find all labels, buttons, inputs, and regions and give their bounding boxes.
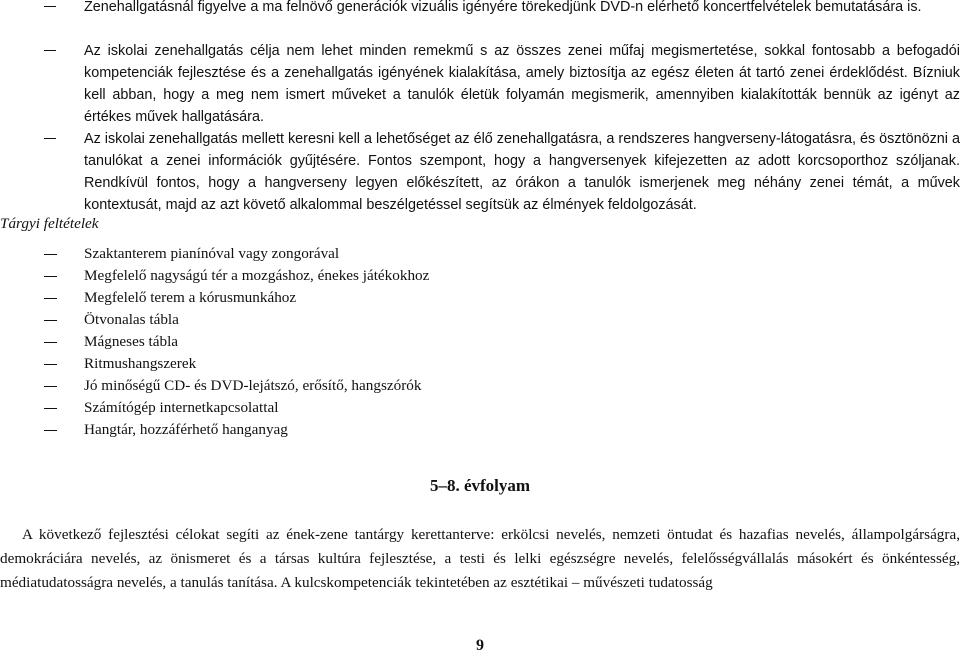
list-item [44, 331, 644, 353]
list-item [44, 397, 644, 419]
list-item-text: Megfelelő nagyságú tér a mozgáshoz, énekes játékokhoz [84, 267, 430, 284]
page-number: 9 [476, 637, 484, 654]
dash-bullet-icon [44, 243, 57, 265]
list-item [44, 353, 644, 375]
list-item [44, 287, 644, 309]
bullet-item-dvd [44, 0, 960, 18]
list-item-text: Ötvonalas tábla [84, 311, 179, 328]
bullet-text: Az iskolai zenehallgatás célja nem lehet minden remekmű s az összes zenei műfaj megismertetése, sokkal fontosabb a befogadói kompetenciák fejlesztése és a zenehallgatás igényének kialakítása, amely biztosítja az egész életen át tartó zenei érdeklődést. Bízniuk kell abban, hogy a meg nem ismert műveket a tanulók életük folyamán megismerik, amennyiben kialakították bennük az igényt az értékes művek hallgatására. [84, 43, 960, 125]
list-item-text: Mágneses tábla [84, 333, 179, 350]
dash-bullet-icon [44, 287, 57, 309]
dash-bullet-icon [44, 265, 57, 287]
list-item-text: Számítógép internetkapcsolattal [84, 399, 279, 416]
dash-bullet-icon [44, 375, 57, 397]
dash-bullet-icon [44, 353, 57, 375]
dash-bullet-icon [44, 419, 57, 441]
list-item [44, 309, 644, 331]
dash-bullet-icon [44, 309, 57, 331]
dash-bullet-icon [44, 397, 57, 419]
list-item-text: Hangtár, hozzáférhető hanganyag [84, 421, 288, 438]
list-item [44, 375, 644, 397]
list-item [44, 265, 644, 287]
bullet-text: Zenehallgatásnál figyelve a ma felnövő generációk vizuális igényére törekedjünk DVD-n elérhető koncertfelvételek bemutatására is. [84, 0, 922, 15]
bullet-item-goal [44, 40, 960, 128]
bullet-text: Az iskolai zenehallgatás mellett keresni kell a lehetőséget az élő zenehallgatásra, a rendszeres hangverseny-látogatásra, és ösztönözni a tanulókat a zenei információk gyűjtésére. Fontos szempont, hogy a hangversenyek kifejezetten az adott korcsoporthoz szóljanak. Rendkívül fontos, hogy a hangverseny legyen előkészített, az órákon a tanulók ismerjenek meg néhány zenei témát, a művek kontextusát, majd az azt követő alkalommal beszélgetéssel segítsük az élmények feldolgozását. [84, 131, 960, 213]
list-item-text: Szaktanterem pianínóval vagy zongorával [84, 245, 340, 262]
dash-bullet-icon [44, 331, 57, 353]
list-item-text: Megfelelő terem a kórusmunkához [84, 289, 297, 306]
bullet-item-concert [44, 128, 960, 216]
list-item [44, 243, 644, 265]
requirements-heading: Tárgyi feltételek [0, 215, 99, 232]
list-item [44, 419, 644, 441]
list-item-text: Ritmushangszerek [84, 355, 197, 372]
list-item-text: Jó minőségű CD- és DVD-lejátszó, erősítő, hangszórók [84, 377, 422, 394]
intro-paragraph [0, 523, 960, 595]
intro-paragraph-text: A következő fejlesztési célokat segíti az ének-zene tantárgy kerettanterve: erkölcsi nevelés, nemzeti öntudat és hazafias nevelés, állampolgárságra, demokráciára nevelés, az önismeret és a társas kultúra fejlesztése, a testi és lelki egészségre nevelés, felelősségvállalás másokért és önkéntesség, médiatudatosságra nevelés, a tanulás tanítása. A kulcskompetenciák tekintetében az esztétikai – művészeti tudatosság [0, 526, 960, 591]
grade-heading: 5–8. évfolyam [429, 476, 531, 495]
